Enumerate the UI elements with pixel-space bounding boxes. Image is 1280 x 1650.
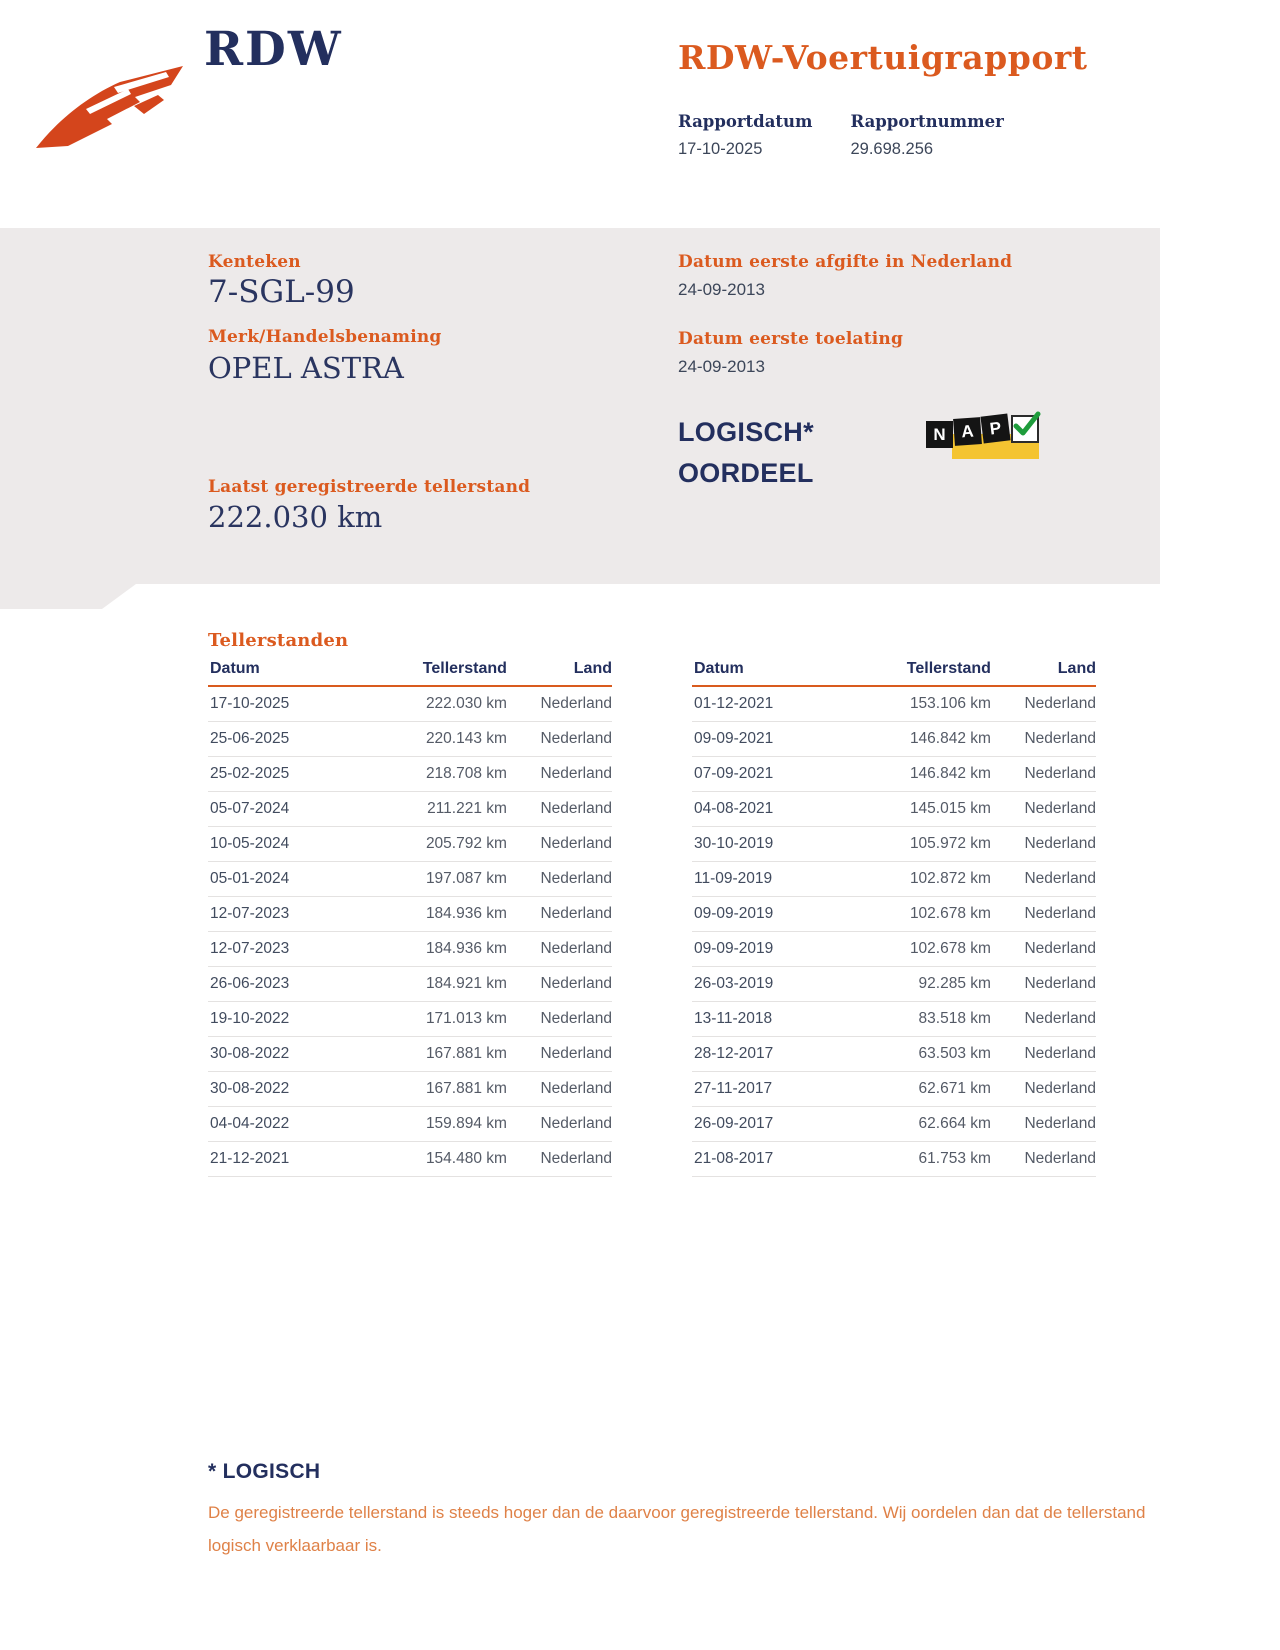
cell-datum: 04-08-2021 [692,792,841,827]
table-row [208,1072,612,1107]
cell-stand: 63.503 km [841,1037,990,1072]
cell-land: Nederland [991,967,1096,1002]
cell-land: Nederland [507,686,612,722]
cell-datum: 27-11-2017 [692,1072,841,1107]
cell-land: Nederland [991,1072,1096,1107]
cell-datum: 30-08-2022 [208,1037,357,1072]
cell-datum: 25-02-2025 [208,757,357,792]
cell-stand: 220.143 km [357,722,506,757]
cell-datum: 09-09-2019 [692,932,841,967]
table-row [692,792,1096,827]
cell-land: Nederland [991,722,1096,757]
nap-checkbox [1011,415,1039,443]
rdw-logo-icon [34,54,186,152]
report-meta [678,112,1004,159]
cell-stand: 167.881 km [357,1037,506,1072]
table-row [692,1072,1096,1107]
table-row [692,1142,1096,1177]
col-header-land: Land [507,660,612,686]
cell-land: Nederland [991,1107,1096,1142]
cell-stand: 205.792 km [357,827,506,862]
cell-datum: 04-04-2022 [208,1107,357,1142]
cell-stand: 102.678 km [841,897,990,932]
cell-stand: 62.664 km [841,1107,990,1142]
table-row [692,862,1096,897]
report-number-block [850,112,1003,159]
cell-stand: 146.842 km [841,757,990,792]
cell-datum: 26-09-2017 [692,1107,841,1142]
vehicle-summary-panel [0,228,1160,584]
merk-value: OPEL ASTRA [208,351,404,385]
table-row [692,932,1096,967]
col-header-tellerstand: Tellerstand [357,660,506,686]
tellerstanden-tables [208,660,1096,1177]
nap-letter-n: N [926,421,953,448]
cell-land: Nederland [991,862,1096,897]
cell-land: Nederland [507,827,612,862]
report-date-block [678,112,812,159]
cell-land: Nederland [507,792,612,827]
cell-land: Nederland [991,686,1096,722]
table-row [692,1037,1096,1072]
cell-stand: 159.894 km [357,1107,506,1142]
cell-land: Nederland [991,792,1096,827]
oordeel-line1: LOGISCH* [678,417,814,447]
cell-land: Nederland [991,932,1096,967]
check-icon [1011,410,1041,440]
cell-datum: 05-07-2024 [208,792,357,827]
page-title: RDW-Voertuigrapport [678,38,1088,77]
tellerstand-label: Laatst geregistreerde tellerstand [208,477,531,497]
cell-datum: 09-09-2019 [692,897,841,932]
tellerstanden-heading: Tellerstanden [208,630,349,651]
cell-stand: 184.921 km [357,967,506,1002]
cell-land: Nederland [991,1142,1096,1177]
table-row [208,932,612,967]
cell-datum: 12-07-2023 [208,932,357,967]
afgifte-label: Datum eerste afgifte in Nederland [678,252,1013,272]
cell-stand: 83.518 km [841,1002,990,1037]
col-header-land: Land [991,660,1096,686]
cell-stand: 102.872 km [841,862,990,897]
cell-datum: 13-11-2018 [692,1002,841,1037]
table-row [208,722,612,757]
table-row [208,897,612,932]
nap-letter-a: A [953,417,982,446]
footnote-text: De geregistreerde tellerstand is steeds hoger dan de daarvoor geregistreerde tellerstand. Wij oordelen dan dat de tellerstand logisch verklaarbaar is. [208,1503,1146,1556]
cell-stand: 153.106 km [841,686,990,722]
cell-stand: 145.015 km [841,792,990,827]
cell-stand: 218.708 km [357,757,506,792]
tellerstand-value: 222.030 km [208,500,383,534]
cell-stand: 211.221 km [357,792,506,827]
table-row [692,757,1096,792]
table-row [208,1142,612,1177]
cell-land: Nederland [991,827,1096,862]
table-row [692,967,1096,1002]
tellerstanden-table-right [692,660,1096,1177]
table-row [208,792,612,827]
cell-stand: 146.842 km [841,722,990,757]
report-date-value: 17-10-2025 [678,140,763,158]
col-header-datum: Datum [692,660,841,686]
cell-land: Nederland [507,1002,612,1037]
table-row [692,1002,1096,1037]
cell-land: Nederland [991,1037,1096,1072]
table-row [692,686,1096,722]
cell-datum: 21-12-2021 [208,1142,357,1177]
cell-land: Nederland [507,1037,612,1072]
cell-stand: 62.671 km [841,1072,990,1107]
cell-datum: 01-12-2021 [692,686,841,722]
cell-land: Nederland [991,757,1096,792]
cell-datum: 12-07-2023 [208,897,357,932]
cell-land: Nederland [507,932,612,967]
table-row [692,827,1096,862]
report-date-label: Rapportdatum [678,112,813,131]
cell-datum: 07-09-2021 [692,757,841,792]
cell-stand: 105.972 km [841,827,990,862]
table-row [692,1107,1096,1142]
cell-datum: 09-09-2021 [692,722,841,757]
cell-land: Nederland [507,1072,612,1107]
cell-datum: 17-10-2025 [208,686,357,722]
table-row [208,1107,612,1142]
nap-logo [924,413,1042,465]
col-header-tellerstand: Tellerstand [841,660,990,686]
table-row [208,757,612,792]
cell-stand: 92.285 km [841,967,990,1002]
cell-datum: 30-08-2022 [208,1072,357,1107]
cell-datum: 26-03-2019 [692,967,841,1002]
cell-stand: 102.678 km [841,932,990,967]
nap-letter-p: P [980,413,1010,443]
cell-datum: 10-05-2024 [208,827,357,862]
footnote-heading: * LOGISCH [208,1460,321,1483]
table-row [692,722,1096,757]
cell-land: Nederland [507,757,612,792]
cell-stand: 154.480 km [357,1142,506,1177]
table-row [208,967,612,1002]
cell-datum: 30-10-2019 [692,827,841,862]
cell-land: Nederland [507,967,612,1002]
oordeel-line2: OORDEEL [678,457,814,488]
table-row [208,862,612,897]
cell-land: Nederland [507,722,612,757]
report-number-label: Rapportnummer [850,112,1004,131]
oordeel-heading [678,412,814,493]
cell-land: Nederland [991,1002,1096,1037]
cell-datum: 25-06-2025 [208,722,357,757]
cell-datum: 11-09-2019 [692,862,841,897]
cell-datum: 05-01-2024 [208,862,357,897]
cell-stand: 61.753 km [841,1142,990,1177]
cell-stand: 171.013 km [357,1002,506,1037]
toelating-value: 24-09-2013 [678,357,765,376]
table-row [208,1002,612,1037]
cell-land: Nederland [507,897,612,932]
report-number-value: 29.698.256 [850,140,934,158]
kenteken-label: Kenteken [208,252,301,272]
col-header-datum: Datum [208,660,357,686]
cell-stand: 222.030 km [357,686,506,722]
cell-datum: 19-10-2022 [208,1002,357,1037]
table-row [208,1037,612,1072]
cell-stand: 167.881 km [357,1072,506,1107]
brand-wordmark: RDW [204,22,343,77]
cell-land: Nederland [507,1142,612,1177]
toelating-label: Datum eerste toelating [678,329,904,349]
table-row [692,897,1096,932]
cell-datum: 28-12-2017 [692,1037,841,1072]
table-header-row [208,660,612,686]
cell-datum: 26-06-2023 [208,967,357,1002]
tellerstanden-table-left [208,660,612,1177]
cell-land: Nederland [991,897,1096,932]
table-row [208,686,612,722]
cell-stand: 197.087 km [357,862,506,897]
kenteken-value: 7-SGL-99 [208,274,355,310]
table-row [208,827,612,862]
afgifte-value: 24-09-2013 [678,280,765,299]
cell-stand: 184.936 km [357,897,506,932]
cell-land: Nederland [507,1107,612,1142]
cell-stand: 184.936 km [357,932,506,967]
table-header-row [692,660,1096,686]
cell-land: Nederland [507,862,612,897]
merk-label: Merk/Handelsbenaming [208,327,442,347]
cell-datum: 21-08-2017 [692,1142,841,1177]
